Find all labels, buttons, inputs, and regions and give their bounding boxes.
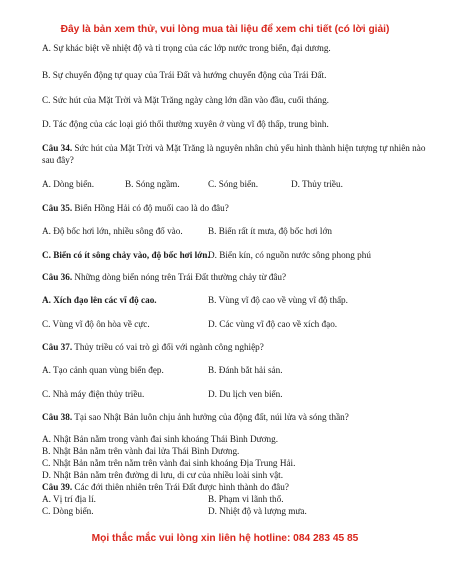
question-35 — [42, 202, 427, 214]
option-d: D. Tác động của các loại gió thổi thường xuyên ở vùng vĩ độ thấp, trung bình. — [42, 119, 329, 129]
option-c: C. Dòng biển. — [42, 506, 94, 516]
option-c: C. Nhật Bản nằm trên nằm trên vành đai sinh khoáng Địa Trung Hải. — [42, 458, 296, 468]
option-c: C. Vùng vĩ độ ôn hòa về cực. — [42, 319, 150, 329]
option-b: B. Sự chuyển động tự quay của Trái Đất và hướng chuyển động của Trái Đất. — [42, 70, 327, 80]
option-a: A. Sự khác biệt về nhiệt độ và tỉ trọng của các lớp nước trong biển, đại dương. — [42, 43, 331, 53]
question-number: Câu 35. — [42, 203, 73, 213]
option-a: A. Tạo cảnh quan vùng biển đẹp. — [42, 365, 164, 375]
option-b: B. Phạm vi lãnh thổ. — [208, 494, 284, 504]
option-c: C. Nhà máy điện thủy triều. — [42, 389, 145, 399]
question-number: Câu 39. — [42, 482, 73, 492]
question-36 — [42, 271, 427, 283]
question-text: Tại sao Nhật Bản luôn chịu ảnh hưởng của động đất, núi lửa và sóng thần? — [72, 412, 349, 422]
hotline-banner: Mọi thắc mắc vui lòng xin liên hệ hotline: 084 283 45 85 — [91, 533, 359, 544]
preview-notice-banner: Đây là bản xem thử, vui lòng mua tài liệu để xem chi tiết (có lời giải) — [60, 24, 390, 35]
option-b: B. Nhật Bản nằm trên vành đai lửa Thái Bình Dương. — [42, 446, 240, 456]
option-a: A. Vị trí địa lí. — [42, 494, 96, 504]
question-text: Sức hút của Mặt Trời và Mặt Trăng là nguyên nhân chủ yếu hình thành hiện tượng tự nhiên nào sau đây? — [42, 143, 426, 165]
question-34 — [42, 142, 427, 166]
question-number: Câu 38. — [42, 412, 73, 422]
option-b: B. Vùng vĩ độ cao về vùng vĩ độ thấp. — [208, 295, 348, 305]
question-37 — [42, 341, 427, 353]
option-d: D. Thủy triều. — [291, 179, 343, 189]
option-d: D. Nhiệt độ và lượng mưa. — [208, 506, 307, 516]
question-text: Biển Hồng Hải có độ muối cao là do đâu? — [72, 203, 229, 213]
option-b: B. Đánh bắt hải sản. — [208, 365, 283, 375]
question-text: Những dòng biển nóng trên Trái Đất thường chảy từ đâu? — [72, 272, 287, 282]
option-d: D. Biển kín, có nguồn nước sông phong phú — [208, 250, 371, 260]
question-39 — [42, 481, 427, 493]
option-d: D. Du lịch ven biển. — [208, 389, 283, 399]
option-a-correct: A. Xích đạo lên các vĩ độ cao. — [42, 295, 157, 305]
question-text: Thủy triều có vai trò gì đối với ngành công nghiệp? — [72, 342, 264, 352]
question-number: Câu 34. — [42, 143, 73, 153]
question-number: Câu 37. — [42, 342, 73, 352]
option-c: C. Sóng biển. — [208, 179, 259, 189]
option-d: D. Các vùng vĩ độ cao về xích đạo. — [208, 319, 338, 329]
option-a: A. Dòng biển. — [42, 179, 95, 189]
option-c-correct: C. Biển có ít sông chảy vào, độ bốc hơi lớn. — [42, 250, 210, 260]
question-38 — [42, 411, 427, 423]
option-d: D. Nhật Bản nằm trên đường di lưu, di cư của nhiều loài sinh vật. — [42, 470, 284, 480]
option-a: A. Độ bốc hơi lớn, nhiều sông đổ vào. — [42, 226, 183, 236]
question-text: Các đới thiên nhiên trên Trái Đất được hình thành do đâu? — [72, 482, 289, 492]
option-a: A. Nhật Bản nằm trong vành đai sinh khoáng Thái Bình Dương. — [42, 434, 279, 444]
question-number: Câu 36. — [42, 272, 73, 282]
option-b: B. Sóng ngầm. — [125, 179, 180, 189]
option-b: B. Biển rất ít mưa, độ bốc hơi lớn — [208, 226, 332, 236]
option-c: C. Sức hút của Mặt Trời và Mặt Trăng ngày càng lớn dần vào đầu, cuối tháng. — [42, 95, 329, 105]
